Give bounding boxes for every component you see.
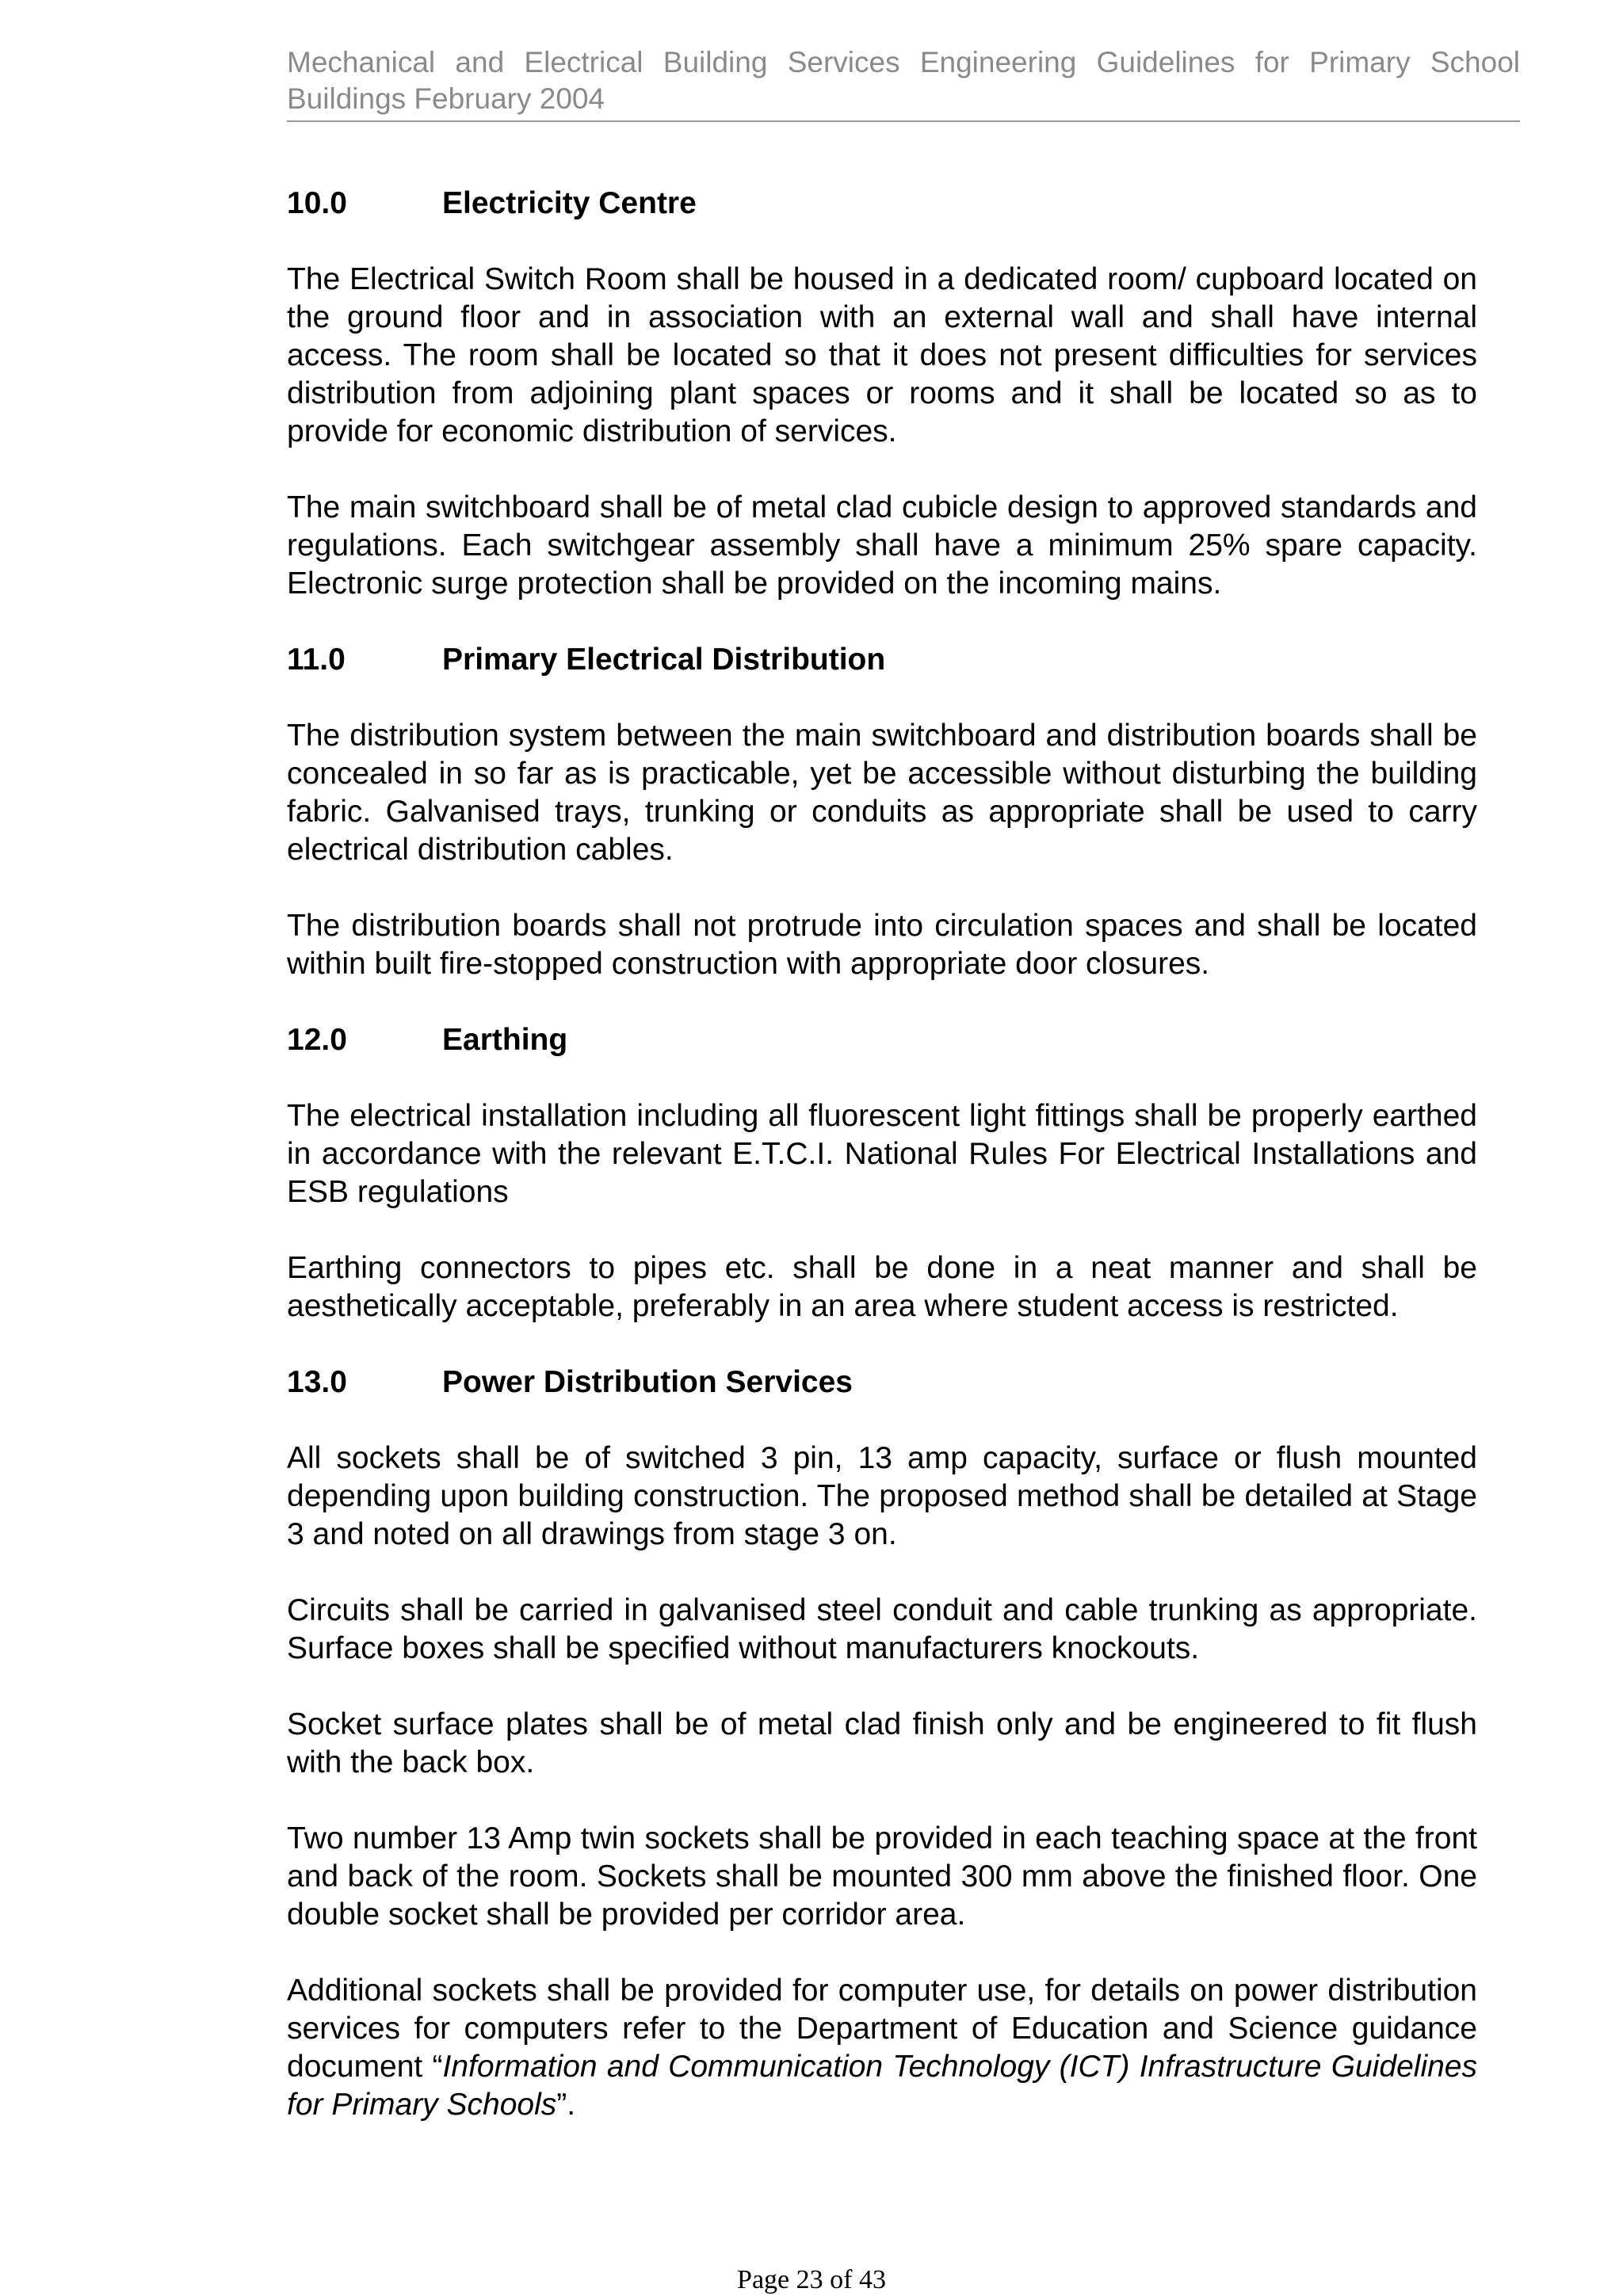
paragraph: The main switchboard shall be of metal clad cubicle design to approved standards and regulations. Each switchgear assembly shall have a minimum 25% spare capacity. Electronic surge protection shall be provided on the incoming mains.	[287, 490, 1477, 601]
section-title: Electricity Centre	[442, 186, 697, 220]
paragraph: The distribution system between the main switchboard and distribution boards shall be concealed in so far as is practicable, yet be accessible without disturbing the building fabric. Galvanised trays, trunking or conduits as appropriate shall be used to carry electrical distribution cables.	[287, 719, 1477, 867]
running-header-text: Mechanical and Electrical Building Services Engineering Guidelines for Primary School Buildings February 2004	[287, 46, 1520, 115]
section-heading-10	[287, 185, 1477, 223]
paragraph: Two number 13 Amp twin sockets shall be provided in each teaching space at the front and back of the room. Sockets shall be mounted 300 mm above the finished floor. One double socket shall be provided per corridor area.	[287, 1821, 1477, 1932]
page-footer	[0, 2265, 1623, 2295]
paragraph-lead-text: Additional sockets shall be provided for computer use, for details on power distribution services for computers refer to the Department of Education and Science guidance document “	[287, 1974, 1477, 2084]
paragraph: The distribution boards shall not protrude into circulation spaces and shall be located within built fire-stopped construction with appropriate door closures.	[287, 909, 1477, 981]
paragraph: The electrical installation including all fluorescent light fittings shall be properly earthed in accordance with the relevant E.T.C.I. National Rules For Electrical Installations and ESB regulations	[287, 1099, 1477, 1209]
paragraph: All sockets shall be of switched 3 pin, 13 amp capacity, surface or flush mounted depending upon building construction. The proposed method shall be detailed at Stage 3 and noted on all drawings from stage 3 on.	[287, 1441, 1477, 1551]
section-heading-13	[287, 1363, 1477, 1402]
document-title-reference: Information and Communication Technology (ICT) Infrastructure Guidelines for Primary Schools	[287, 2050, 1477, 2122]
section-title: Primary Electrical Distribution	[442, 643, 886, 677]
section-title: Power Distribution Services	[442, 1365, 853, 1399]
running-header	[287, 44, 1520, 122]
section-title: Earthing	[442, 1023, 568, 1057]
section-heading-11	[287, 641, 1477, 679]
paragraph: Earthing connectors to pipes etc. shall be done in a neat manner and shall be aesthetically acceptable, preferably in an area where student access is restricted.	[287, 1251, 1477, 1323]
paragraph-ict-reference	[287, 1972, 1477, 2124]
section-number: 11.0	[287, 643, 346, 677]
page-number: Page 23 of 43	[737, 2265, 886, 2294]
section-number: 12.0	[287, 1023, 347, 1057]
paragraph-tail-text: ”.	[556, 2088, 576, 2122]
paragraph: The Electrical Switch Room shall be housed in a dedicated room/ cupboard located on the ground floor and in association with an external wall and shall have internal access. The room shall be located so that it does not present difficulties for services distribution from adjoining plant spaces or rooms and it shall be located so as to provide for economic distribution of services.	[287, 262, 1477, 448]
section-number: 10.0	[287, 186, 347, 220]
paragraph: Circuits shall be carried in galvanised steel conduit and cable trunking as appropriate. Surface boxes shall be specified without manufacturers knockouts.	[287, 1593, 1477, 1665]
paragraph: Socket surface plates shall be of metal clad finish only and be engineered to fit flush with the back box.	[287, 1707, 1477, 1779]
document-body	[287, 185, 1477, 2124]
section-heading-12	[287, 1021, 1477, 1059]
section-number: 13.0	[287, 1365, 347, 1399]
